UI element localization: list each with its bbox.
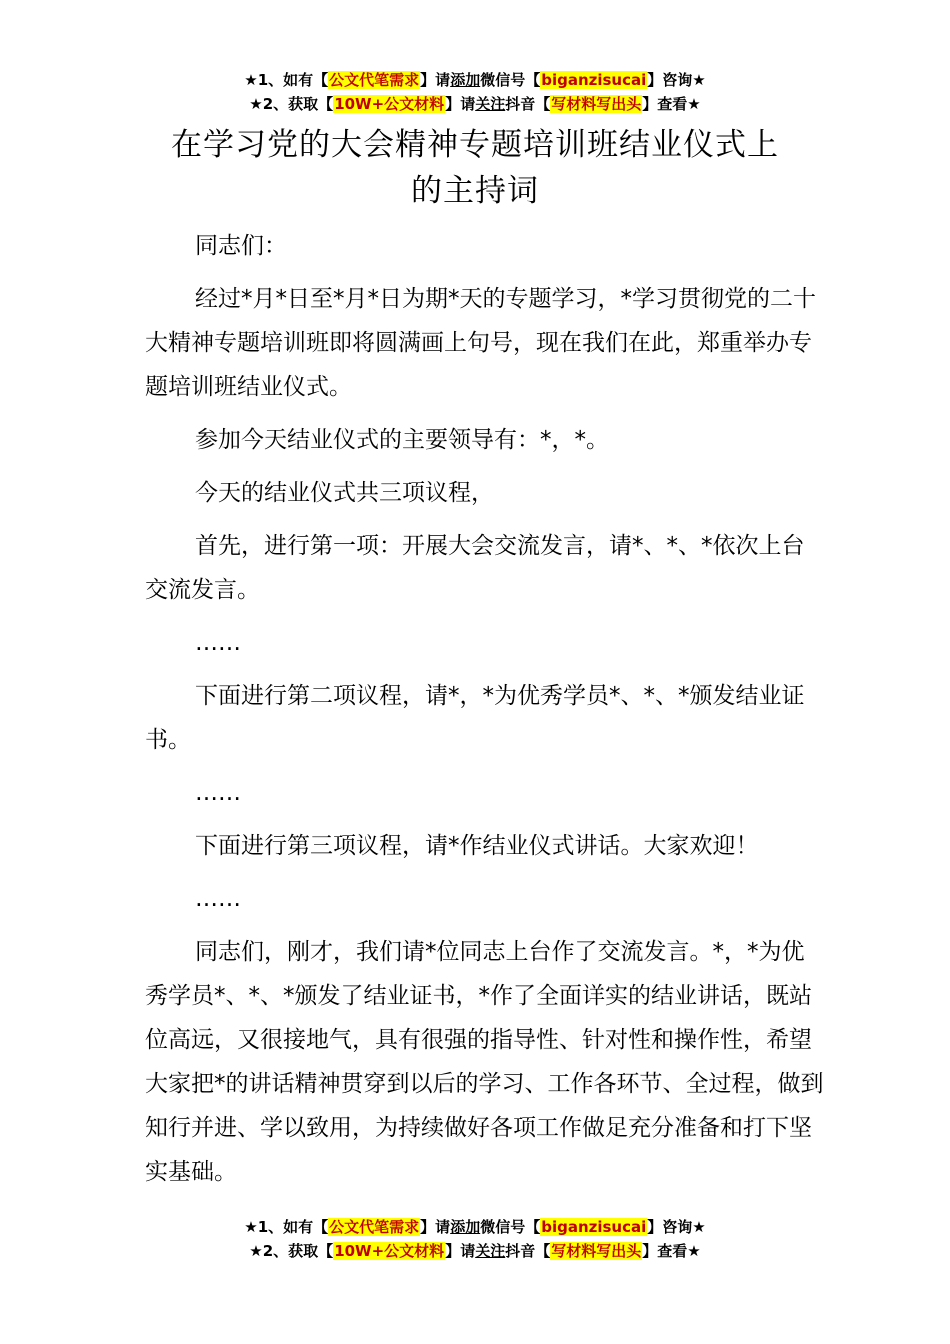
highlight-wechat-id: biganzisucai <box>541 71 647 89</box>
footer-banner <box>0 1215 950 1263</box>
highlight-service: 公文代笔需求 <box>329 1218 420 1236</box>
highlight-materials: 10W+公文材料 <box>334 95 445 113</box>
paragraph-leaders: 参加今天结业仪式的主要领导有：*，*。 <box>195 427 609 453</box>
paragraph-ellipsis: …… <box>195 780 241 806</box>
paragraph-intro: 经过*月*日至*月*日为期*天的专题学习，*学习贯彻党的二十大精神专题培训班即将圆满画上句号，现在我们在此，郑重举办专题培训班结业仪式。 <box>145 286 816 400</box>
paragraph-agenda: 今天的结业仪式共三项议程， <box>195 480 494 506</box>
highlight-douyin: 写材料写出头 <box>551 95 642 113</box>
highlight-wechat-id: biganzisucai <box>541 1218 647 1236</box>
paragraph-item-2: 下面进行第二项议程，请*，*为优秀学员*、*、*颁发结业证书。 <box>145 683 805 753</box>
paragraph-summary: 同志们，刚才，我们请*位同志上台作了交流发言。*，*为优秀学员*、*、*颁发了结业证书，*作了全面详实的结业讲话，既站位高远，又很接地气，具有很强的指导性、针对性和操作性，希望大家把*的讲话精神贯穿到以后的学习、工作各环节、全过程，做到知行并进、学以致用，为持续做好各项工作做足充分准备和打下坚实基础。 <box>145 939 824 1185</box>
banner-line-2: ★2、获取【10W+公文材料】请关注抖音【写材料写出头】查看★ <box>249 1242 701 1260</box>
paragraph-ellipsis: …… <box>195 630 241 656</box>
header-banner <box>0 68 950 116</box>
document-body <box>145 224 825 1203</box>
highlight-materials: 10W+公文材料 <box>334 1242 445 1260</box>
document-title <box>140 122 810 214</box>
banner-line-2: ★2、获取【10W+公文材料】请关注抖音【写材料写出头】查看★ <box>249 95 701 113</box>
banner-line-1: ★1、如有【公文代笔需求】请添加微信号【biganzisucai】咨询★ <box>244 71 706 89</box>
paragraph-greeting: 同志们： <box>195 233 287 259</box>
title-line-2: 的主持词 <box>411 173 539 209</box>
paragraph-item-3: 下面进行第三项议程，请*作结业仪式讲话。大家欢迎！ <box>195 833 759 859</box>
title-line-1: 在学习党的大会精神专题培训班结业仪式上 <box>171 127 779 163</box>
highlight-service: 公文代笔需求 <box>329 71 420 89</box>
paragraph-ellipsis: …… <box>195 886 241 912</box>
banner-line-1: ★1、如有【公文代笔需求】请添加微信号【biganzisucai】咨询★ <box>244 1218 706 1236</box>
highlight-douyin: 写材料写出头 <box>551 1242 642 1260</box>
paragraph-item-1: 首先，进行第一项：开展大会交流发言，请*、*、*依次上台交流发言。 <box>145 533 805 603</box>
